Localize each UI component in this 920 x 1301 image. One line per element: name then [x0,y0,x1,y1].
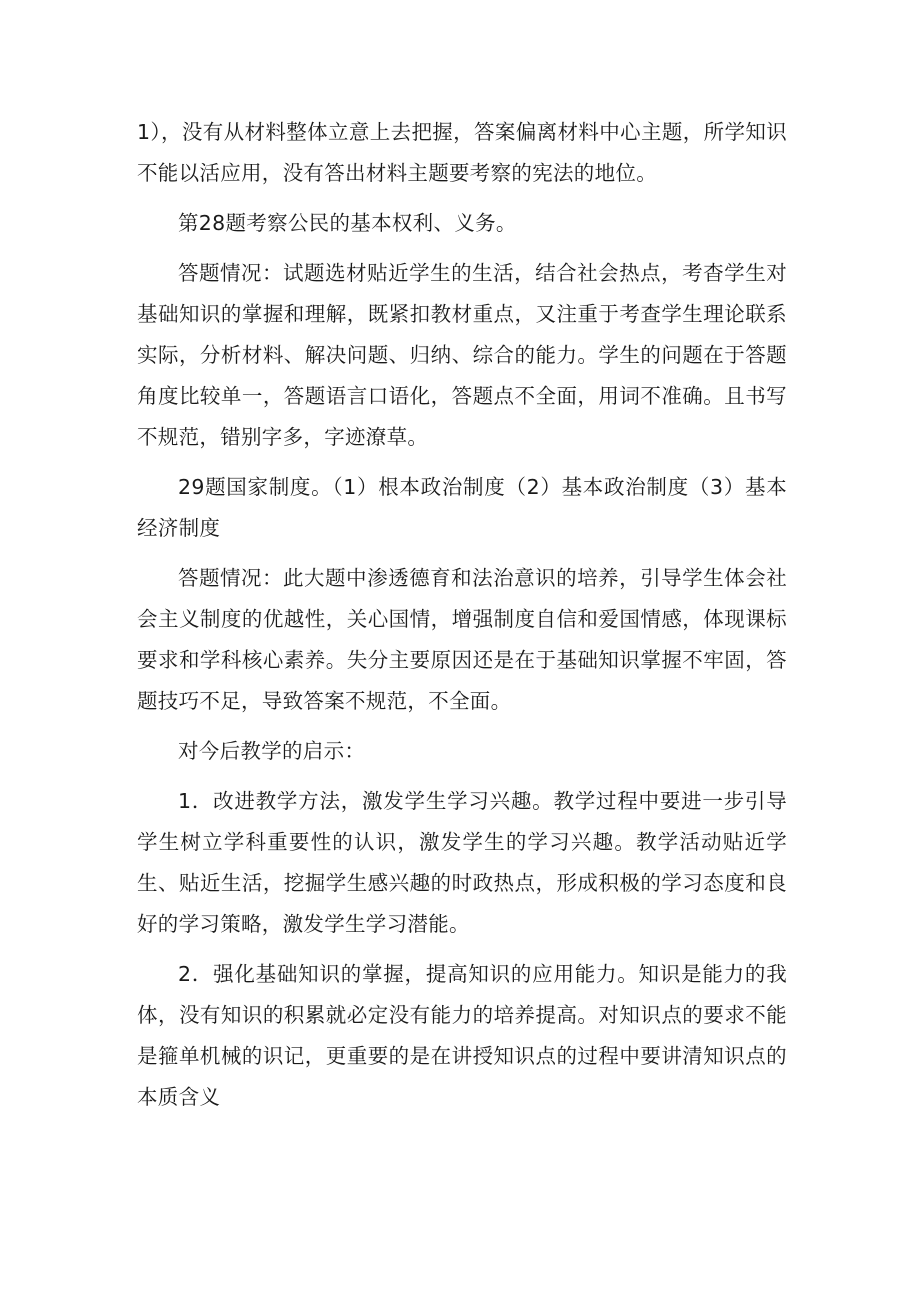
document-body [137,112,787,1118]
paragraph-question-29: 29题国家制度。（1）根本政治制度（2）基本政治制度（3）基本经济制度 [137,475,787,540]
paragraph-answer-situation-29: 答题情况：此大题中渗透德育和法治意识的培养，引导学生体会社会主义制度的优越性，关心国情，增强制度自信和爱国情感，体现课标要求和学科核心素养。失分主要原因还是在于基础知识掌握不牢固，答题技巧不足，导致答案不规范，不全面。 [137,566,787,713]
paragraph-insight-1: 1．改进教学方法，激发学生学习兴趣。教学过程中要进一步引导学生树立学科重要性的认识，激发学生的学习兴趣。教学活动贴近学生、贴近生活，挖掘学生感兴趣的时政热点，形成积极的学习态度和良好的学习策略，激发学生学习潜能。 [137,789,787,936]
paragraph-answer-situation-28: 答题情况：试题选材贴近学生的生活，结合社会热点，考杳学生对基础知识的掌握和理解，既紧扣教材重点，又注重于考查学生理论联系实际，分析材料、解决问题、归纳、综合的能力。学生的问题在于答题角度比较单一，答题语言口语化，答题点不全面，用词不准确。且书写不规范，错别字多，字迹潦草。 [137,261,787,449]
paragraph-continuation: 1），没有从材料整体立意上去把握，答案偏离材料中心主题，所学知识不能以活应用，没有答出材料主题要考察的宪法的地位。 [137,120,787,185]
paragraph-teaching-insights-heading: 对今后教学的启示： [178,739,366,763]
paragraph-question-28: 第28题考察公民的基本权利、义务。 [178,211,517,235]
paragraph-insight-2: 2．强化基础知识的掌握，提高知识的应用能力。知识是能力的我体，没有知识的积累就必定没有能力的培养提高。对知识点的要求不能是箍单机械的识记，更重要的是在讲授知识点的过程中要讲清知识点的本质含义 [137,962,787,1109]
